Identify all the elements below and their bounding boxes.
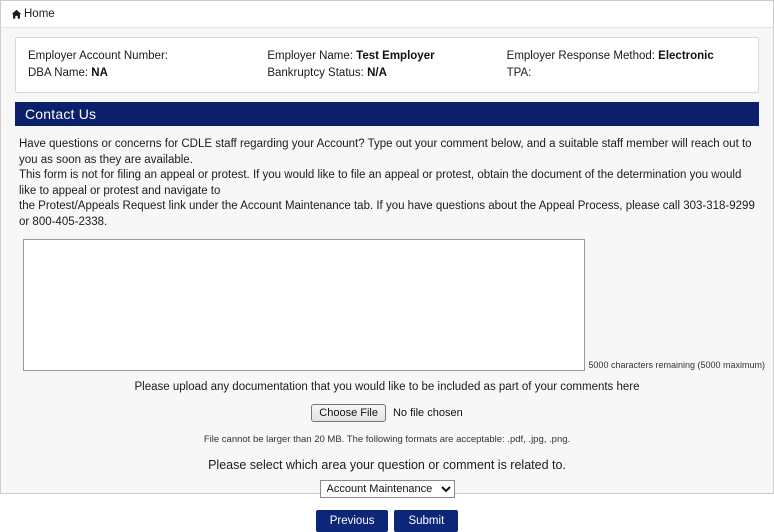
submit-button[interactable]: Submit	[394, 510, 458, 532]
comment-row	[1, 239, 773, 371]
form-button-row	[1, 510, 773, 532]
area-selection-prompt: Please select which area your question or comment is related to.	[208, 458, 566, 472]
upload-prompt: Please upload any documentation that you would like to be included as part of your comments here	[134, 381, 640, 393]
dba-name-value: NA	[91, 67, 108, 79]
employer-account-number-row	[28, 48, 267, 65]
employer-response-method-value: Electronic	[658, 50, 714, 62]
file-upload-row	[1, 404, 773, 422]
intro-line-2: This form is not for filing an appeal or protest. If you would like to file an appeal or protest, obtain the document of the determination you would like to appeal or protest and navigate to	[19, 169, 742, 197]
area-select[interactable]	[320, 480, 455, 498]
previous-button[interactable]: Previous	[316, 510, 389, 532]
home-icon	[11, 9, 22, 20]
employer-info-column-2	[267, 48, 506, 82]
choose-file-button[interactable]: Choose File	[311, 404, 386, 422]
employer-response-method-row	[507, 48, 746, 65]
employer-account-number-label: Employer Account Number:	[28, 50, 168, 62]
bankruptcy-status-row	[267, 65, 506, 82]
employer-response-method-label: Employer Response Method:	[506, 50, 655, 62]
home-link-label: Home	[24, 8, 55, 20]
intro-line-3: the Protest/Appeals Request link under the Account Maintenance tab. If you have questions about the Appeal Process, please call 303-318-9299 or 800-405-2338.	[19, 200, 755, 228]
intro-text	[19, 137, 757, 230]
contact-us-section-header	[15, 102, 759, 126]
characters-remaining-label: 5000 characters remaining (5000 maximum)	[588, 360, 765, 370]
employer-name-label: Employer Name:	[267, 50, 353, 62]
file-format-note: File cannot be larger than 20 MB. The following formats are acceptable: .pdf, .jpg, .png.	[203, 434, 571, 445]
bankruptcy-status-label: Bankruptcy Status:	[267, 67, 364, 79]
area-select-row	[1, 480, 773, 498]
tpa-row	[507, 65, 746, 82]
intro-line-1: Have questions or concerns for CDLE staff regarding your Account? Type out your comment below, and a suitable staff member will reach out to you as soon as they are available.	[19, 138, 752, 166]
page-title: Contact Us	[25, 106, 97, 122]
comment-textarea[interactable]	[23, 239, 585, 371]
employer-info-column-3	[507, 48, 746, 82]
employer-info-panel	[15, 37, 759, 93]
bankruptcy-status-value: N/A	[367, 67, 387, 79]
dba-name-row	[28, 65, 267, 82]
home-link[interactable]	[11, 8, 55, 20]
dba-name-label: DBA Name:	[28, 67, 89, 79]
employer-name-row	[267, 48, 506, 65]
tpa-label: TPA:	[506, 67, 532, 79]
top-navigation-bar	[1, 1, 773, 28]
employer-info-column-1	[28, 48, 267, 82]
employer-name-value: Test Employer	[356, 50, 435, 62]
file-status-label: No file chosen	[392, 407, 463, 419]
